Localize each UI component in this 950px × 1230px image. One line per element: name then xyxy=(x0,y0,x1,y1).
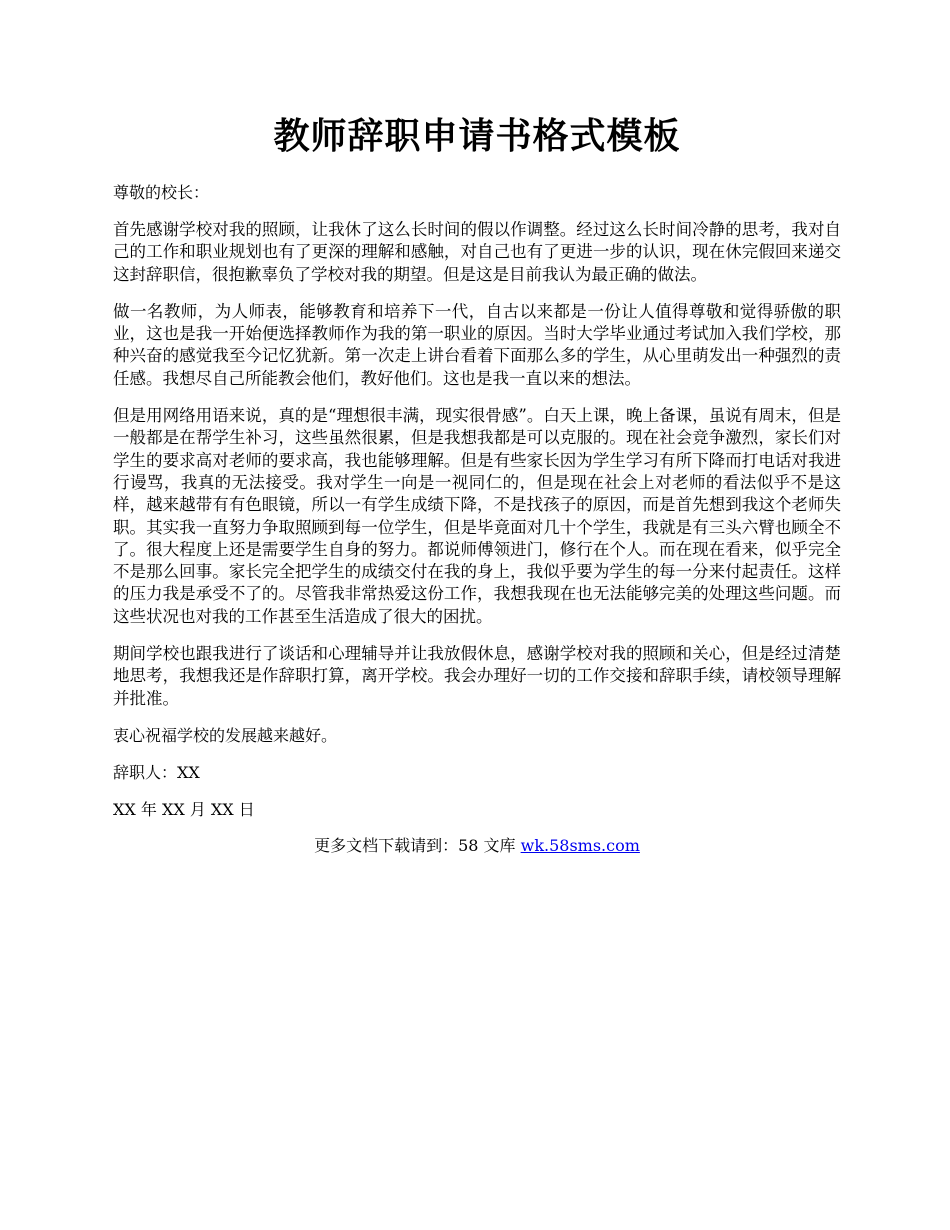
greeting: 尊敬的校长： xyxy=(113,183,210,202)
document-page xyxy=(113,108,841,857)
document-title: 教师辞职申请书格式模板 xyxy=(273,115,681,157)
paragraph-4: 期间学校也跟我进行了谈话和心理辅导并让我放假休息，感谢学校对我的照顾和关心，但是经过清楚地思考，我想我还是作辞职打算，离开学校。我会办理好一切的工作交接和辞职手续，请校领导理解并批准。 xyxy=(113,644,841,708)
paragraph-2: 做一名教师，为人师表，能够教育和培养下一代，自古以来都是一份让人值得尊敬和觉得骄傲的职业，这也是我一开始便选择教师作为我的第一职业的原因。当时大学毕业通过考试加入我们学校，那种兴奋的感觉我至今记忆犹新。第一次走上讲台看着下面那么多的学生，从心里萌发出一种强烈的责任感。我想尽自己所能教会他们，教好他们。这也是我一直以来的想法。 xyxy=(113,301,841,388)
footer-link[interactable]: wk.58sms.com xyxy=(520,835,640,855)
signature-line: 辞职人：XX xyxy=(113,762,200,782)
paragraph-1: 首先感谢学校对我的照顾，让我休了这么长时间的假以作调整。经过这么长时间冷静的思考，我对自己的工作和职业规划也有了更深的理解和感触，对自己也有了更进一步的认识，现在休完假回来递交这封辞职信，很抱歉辜负了学校对我的期望。但是这是目前我认为最正确的做法。 xyxy=(113,220,841,284)
footer-text: 更多文档下载请到：58 文库 xyxy=(314,835,521,855)
footer xyxy=(113,835,841,857)
date-line: XX 年 XX 月 XX 日 xyxy=(113,799,255,819)
closing-line: 衷心祝福学校的发展越来越好。 xyxy=(113,725,338,745)
paragraph-3: 但是用网络用语来说，真的是“理想很丰满，现实很骨感”。白天上课，晚上备课，虽说有周末，但是一般都是在帮学生补习，这些虽然很累，但是我想我都是可以克服的。现在社会竞争激烈，家长们对学生的要求高对老师的要求高，我也能够理解。但是有些家长因为学生学习有所下降而打电话对我进行谩骂，我真的无法接受。我对学生一向是一视同仁的，但是现在社会上对老师的看法似乎不是这样，越来越带有有色眼镜，所以一有学生成绩下降，不是找孩子的原因，而是首先想到我这个老师失职。其实我一直努力争取照顾到每一位学生，但是毕竟面对几十个学生，我就是有三头六臂也顾全不了。很大程度上还是需要学生自身的努力。都说师傅领进门，修行在个人。而在现在看来，似乎完全不是那么回事。家长完全把学生的成绩交付在我的身上，我似乎要为学生的每一分来付起责任。这样的压力我是承受不了的。尽管我非常热爱这份工作，我想我现在也无法能够完美的处理这些问题。而这些状况也对我的工作甚至生活造成了很大的困扰。 xyxy=(113,406,841,626)
